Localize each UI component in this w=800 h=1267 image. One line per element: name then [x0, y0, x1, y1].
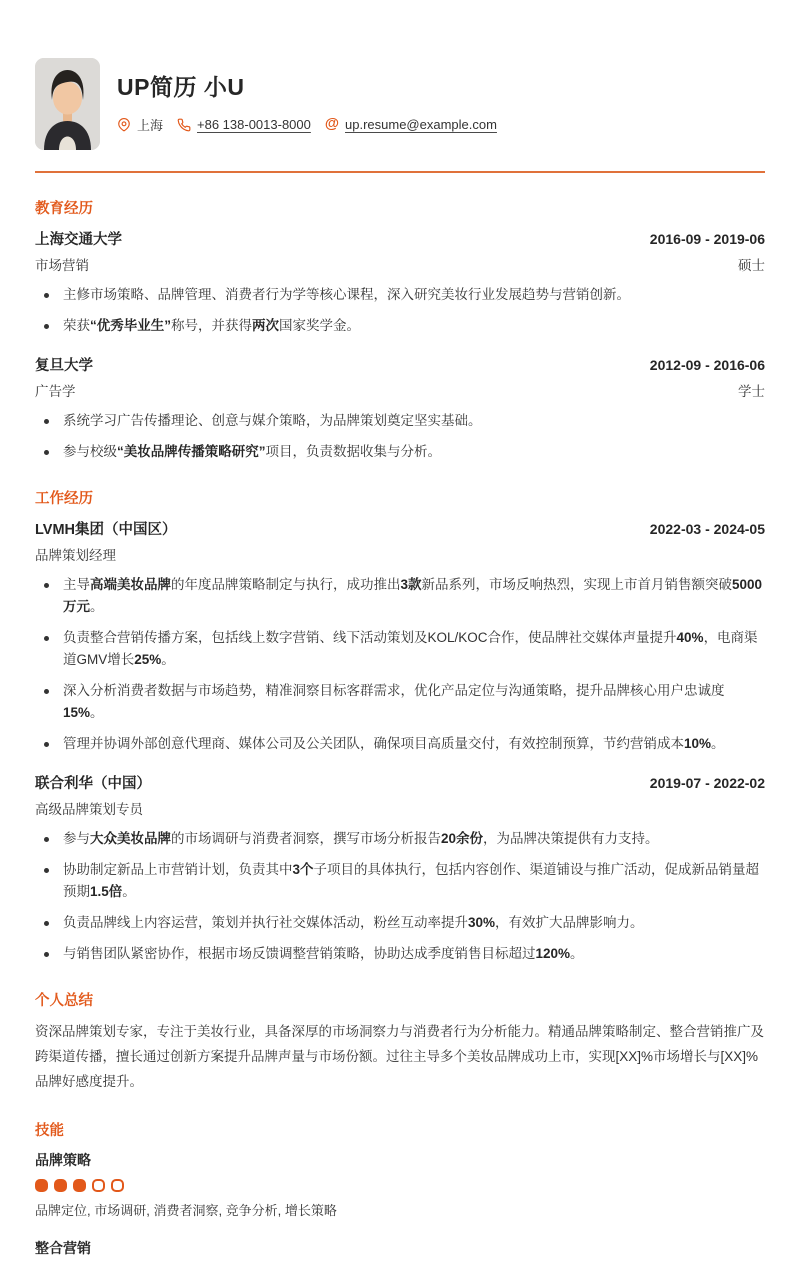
bullet-text: 的市场调研与消费者洞察，撰写市场分析报告 [171, 831, 441, 846]
location-text: 上海 [137, 118, 164, 133]
bullet-text: 协助制定新品上市营销计划，负责其中 [63, 862, 293, 877]
location-group [117, 115, 163, 134]
bullet-highlight: 高端美妆品牌 [90, 577, 171, 592]
entry-sub-row [35, 254, 765, 274]
skill-name: 整合营销 [35, 1239, 91, 1256]
bullet-text: 管理并协调外部创意代理商、媒体公司及公关团队，确保项目高质量交付，有效控制预算，节约营销成本 [63, 736, 684, 751]
major: 广告学 [35, 384, 76, 399]
bullet-text: 。 [90, 599, 104, 614]
education-entry [35, 228, 765, 337]
entry-date: 2016-09 - 2019-06 [649, 231, 765, 247]
job-title: 高级品牌策划专员 [35, 802, 143, 817]
bullet-text: 。 [161, 652, 175, 667]
email-link[interactable]: up.resume@example.com [345, 117, 497, 132]
entry-sub-row [35, 380, 765, 400]
skill-item [35, 1238, 765, 1267]
skill-level-dot [54, 1179, 67, 1192]
bullet-item [35, 627, 765, 671]
skill-level-dot [35, 1179, 48, 1192]
entry-title-row [35, 354, 765, 375]
bullet-text: 参与 [63, 831, 90, 846]
bullet-highlight: 20余份 [441, 831, 484, 846]
bullet-highlight: 两次 [252, 318, 279, 333]
entry-title-row [35, 518, 765, 539]
bullet-text: 新品系列，市场反响热烈，实现上市首月销售额突破 [421, 577, 733, 592]
entry-sub-row [35, 798, 765, 818]
bullet-highlight: 10% [684, 736, 712, 751]
bullet-item [35, 410, 765, 432]
skills-section-title: 技能 [35, 1122, 64, 1139]
school-name: 复旦大学 [35, 358, 93, 374]
profile-photo-illustration [35, 58, 100, 150]
bullet-highlight: 1.5倍 [90, 884, 123, 899]
bullet-item [35, 943, 765, 965]
skill-name: 品牌策略 [35, 1151, 91, 1168]
bullet-highlight: 40% [676, 630, 704, 645]
bullet-item [35, 315, 765, 337]
bullet-text: 与销售团队紧密协作，根据市场反馈调整营销策略，协助达成季度销售目标超过 [63, 946, 536, 961]
skill-item [35, 1150, 765, 1219]
company-name: 联合利华（中国） [35, 776, 151, 792]
entry-date: 2022-03 - 2024-05 [649, 521, 765, 537]
bullet-list [35, 284, 765, 337]
section-work [35, 487, 765, 965]
entry-title-row [35, 772, 765, 793]
profile-photo [35, 58, 100, 150]
bullet-text: 。 [570, 946, 584, 961]
bullet-text: 负责整合营销传播方案，包括线上数字营销、线下活动策划及KOL/KOC合作，使品牌社交媒体声量提升 [63, 630, 677, 645]
bullet-highlight: 30% [468, 915, 496, 930]
entry-date: 2019-07 - 2022-02 [649, 775, 765, 791]
bullet-text: 国家奖学金。 [279, 318, 360, 333]
bullet-text: 参与校级 [63, 444, 117, 459]
bullet-item [35, 733, 765, 755]
candidate-name: UP简历 小U [117, 74, 245, 100]
entry-title-row [35, 228, 765, 249]
bullet-text: 系统学习广告传播理论、创意与媒介策略，为品牌策划奠定坚实基础。 [63, 413, 482, 428]
header-divider [35, 171, 765, 173]
degree: 学士 [738, 384, 765, 399]
phone-group [177, 117, 311, 132]
bullet-item [35, 828, 765, 850]
school-name: 上海交通大学 [35, 232, 122, 248]
bullet-text: ，为品牌决策提供有力支持。 [483, 831, 659, 846]
bullet-highlight: “优秀毕业生” [90, 318, 171, 333]
skill-level-dot [92, 1179, 105, 1192]
bullet-item [35, 912, 765, 934]
bullet-list [35, 828, 765, 965]
bullet-text: ，电商渠道GMV增长 [63, 630, 758, 667]
header-text [117, 58, 511, 134]
phone-link[interactable]: +86 138-0013-8000 [197, 117, 311, 132]
summary-section-title: 个人总结 [35, 993, 93, 1009]
bullet-item [35, 680, 765, 724]
work-section-title: 工作经历 [35, 491, 93, 507]
bullet-highlight: 15% [63, 705, 91, 720]
contact-info [117, 115, 511, 134]
bullet-text: 深入分析消费者数据与市场趋势，精准洞察目标客群需求，优化产品定位与沟通策略，提升品牌核心用户忠诚度 [63, 683, 725, 698]
at-sign-icon: @ [324, 116, 340, 133]
major: 市场营销 [35, 258, 89, 273]
bullet-highlight: 大众美妆品牌 [90, 831, 171, 846]
job-title: 品牌策划经理 [35, 548, 116, 563]
skill-level [35, 1179, 765, 1192]
bullet-text: 主修市场策略、品牌管理、消费者行为学等核心课程，深入研究美妆行业发展趋势与营销创新。 [63, 287, 630, 302]
bullet-text: 称号，并获得 [171, 318, 252, 333]
bullet-item [35, 441, 765, 463]
section-education [35, 197, 765, 463]
work-entry [35, 518, 765, 755]
entry-sub-row [35, 544, 765, 564]
summary-text: 资深品牌策划专家，专注于美妆行业，具备深厚的市场洞察力与消费者行为分析能力。精通品牌策略制定、整合营销推广及跨渠道传播，擅长通过创新方案提升品牌声量与市场份额。过往主导多个美妆品牌成功上市，实现[XX]%市场增长与[XX]%品牌好感度提升。 [35, 1024, 764, 1089]
bullet-highlight: 5000万元 [63, 577, 763, 614]
entry-date: 2012-09 - 2016-06 [649, 357, 765, 373]
bullet-highlight: 3款 [400, 577, 422, 592]
education-entry [35, 354, 765, 463]
degree: 硕士 [738, 258, 765, 273]
bullet-text: 负责品牌线上内容运营，策划并执行社交媒体活动，粉丝互动率提升 [63, 915, 468, 930]
bullet-highlight: 120% [535, 946, 571, 961]
company-name: LVMH集团（中国区） [35, 522, 177, 538]
skill-keywords: 品牌定位, 市场调研, 消费者洞察, 竞争分析, 增长策略 [35, 1202, 337, 1218]
bullet-text: 荣获 [63, 318, 90, 333]
bullet-text: 项目，负责数据收集与分析。 [265, 444, 441, 459]
map-pin-icon [117, 118, 131, 132]
bullet-highlight: 3个 [292, 862, 314, 877]
education-section-title: 教育经历 [35, 201, 93, 217]
bullet-item [35, 859, 765, 903]
bullet-text: 主导 [63, 577, 90, 592]
bullet-item [35, 284, 765, 306]
bullet-text: ，有效扩大品牌影响力。 [495, 915, 644, 930]
work-entry [35, 772, 765, 965]
skill-level-dot [111, 1179, 124, 1192]
skill-level-dot [73, 1179, 86, 1192]
bullet-text: 。 [711, 736, 725, 751]
bullet-highlight: 25% [134, 652, 162, 667]
bullet-text: 子项目的具体执行，包括内容创作、渠道铺设与推广活动，促成新品销量超预期 [63, 862, 760, 899]
bullet-text: 的年度品牌策略制定与执行，成功推出 [171, 577, 401, 592]
bullet-list [35, 574, 765, 755]
bullet-text: 。 [90, 705, 104, 720]
section-summary [35, 989, 765, 1095]
bullet-text: 。 [122, 884, 136, 899]
email-group [325, 117, 497, 132]
section-skills [35, 1119, 765, 1267]
bullet-item [35, 574, 765, 618]
resume-header [35, 58, 765, 150]
bullet-highlight: “美妆品牌传播策略研究” [117, 444, 266, 459]
phone-icon [177, 118, 191, 132]
bullet-list [35, 410, 765, 463]
